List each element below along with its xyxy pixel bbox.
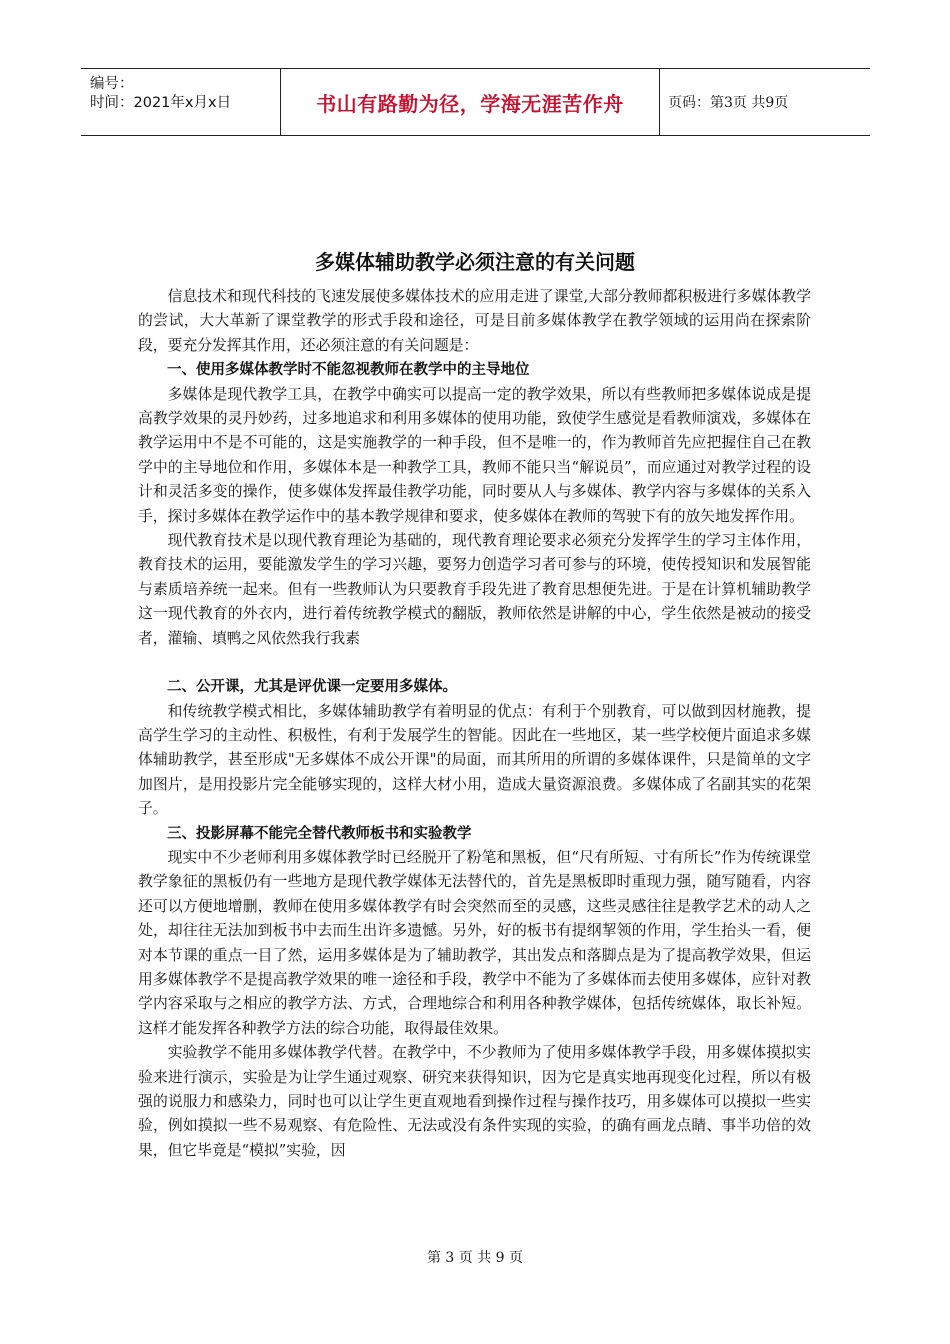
section-3-paragraph-1: 现实中不少老师利用多媒体教学时已经脱开了粉笔和黑板，但“尺有所短、寸有所长”作为传统课堂教学象征的黑板仍有一些地方是现代教学媒体无法替代的，首先是黑板即时重现力强，随写随看，内容还可以方便地增删，教师在使用多媒体教学有时会突然而至的灵感，这些灵感往往是教学艺术的动人之处，却往往无法加到板书中去而生出许多遗憾。另外，好的板书有提纲挈领的作用，学生抬头一看，便对本节课的重点一目了然，运用多媒体是为了辅助教学，其出发点和落脚点是为了提高教学效果，但运用多媒体教学不是提高教学效果的唯一途径和手段，教学中不能为了多媒体而去使用多媒体，应针对教学内容采取与之相应的教学方法、方式，合理地综合和利用各种教学媒体，包括传统媒体，取长补短。这样才能发挥各种教学方法的综合功能，取得最佳效果。 [138, 848, 811, 1037]
document-body [138, 285, 811, 1163]
page-footer: 第 3 页 共 9 页 [426, 1250, 524, 1266]
intro-paragraph: 信息技术和现代科技的飞速发展使多媒体技术的应用走进了课堂,大部分教师都积极进行多媒体教学的尝试，大大革新了课堂教学的形式手段和途径，可是目前多媒体教学在教学领域的运用尚在探索阶段，要充分发挥其作用，还必须注意的有关问题是： [138, 288, 811, 354]
page-header [81, 68, 870, 136]
section-2-heading: 二、公开课，尤其是评优课一定要用多媒体。 [167, 679, 457, 696]
time-label: 时间：2021年x月x日 [90, 95, 232, 111]
header-page-info: 页码：第3页 共9页 [668, 95, 789, 111]
section-3-heading: 三、投影屏幕不能完全替代教师板书和实验教学 [167, 825, 472, 842]
section-1-heading: 一、使用多媒体教学时不能忽视教师在教学中的主导地位 [167, 362, 530, 379]
section-3-paragraph-2: 实验教学不能用多媒体教学代替。在教学中，不少教师为了使用多媒体教学手段，用多媒体摸拟实验来进行演示，实验是为让学生通过观察、研究来获得知识，因为它是真实地再现变化过程，所以有极强的说服力和感染力，同时也可以让学生更直观地看到操作过程与操作技巧，用多媒体可以摸拟一些实验，例如摸拟一些不易观察、有危险性、无法或没有条件实现的实验，的确有画龙点睛、事半功倍的效果，但它毕竟是“模拟”实验，因 [138, 1044, 811, 1159]
section-1-paragraph-1: 多媒体是现代教学工具，在教学中确实可以提高一定的教学效果，所以有些教师把多媒体说成是提高教学效果的灵丹妙药，过多地追求和利用多媒体的使用功能，致使学生感觉是看教师演戏，多媒体在教学运用中不是不可能的，这是实施教学的一种手段，但不是唯一的，作为教师首先应把握住自己在教学中的主导地位和作用，多媒体本是一种教学工具，教师不能只当“解说员”，而应通过对教学过程的设计和灵活多变的操作，使多媒体发挥最佳教学功能，同时要从人与多媒体、教学内容与多媒体的关系入手，探讨多媒体在教学运作中的基本教学规律和要求，使多媒体在教师的驾驶下有的放矢地发挥作用。 [138, 385, 811, 525]
section-1-paragraph-2: 现代教育技术是以现代教育理论为基础的，现代教育理论要求必须充分发挥学生的学习主体作用，教育技术的运用，要能激发学生的学习兴趣，要努力创造学习者可参与的环境，使传授知识和发展智能与素质培养统一起来。但有一些教师认为只要教育手段先进了教育思想便先进。于是在计算机辅助教学这一现代教育的外衣内，进行着传统教学模式的翻版，教师依然是讲解的中心，学生依然是被动的接受者，灌输、填鸭之风依然我行我素 [138, 532, 811, 647]
header-meta [81, 69, 280, 135]
section-2-paragraph-1: 和传统教学模式相比，多媒体辅助教学有着明显的优点：有利于个别教育，可以做到因材施教，提高学生学习的主动性、积极性，有利于发展学生的智能。因此在一些地区，某一些学校便片面追求多媒体辅助教学，甚至形成"无多媒体不成公开课"的局面，而其所用的所谓的多媒体课件，只是简单的文字加图片，是用投影片完全能够实现的，这样大材小用，造成大量资源浪费。多媒体成了名副其实的花架子。 [138, 702, 811, 818]
document-title: 多媒体辅助教学必须注意的有关问题 [315, 250, 635, 274]
header-motto: 书山有路勤为径，学海无涯苦作舟 [280, 69, 660, 135]
number-label: 编号： [90, 76, 134, 92]
blank-line [138, 651, 811, 675]
